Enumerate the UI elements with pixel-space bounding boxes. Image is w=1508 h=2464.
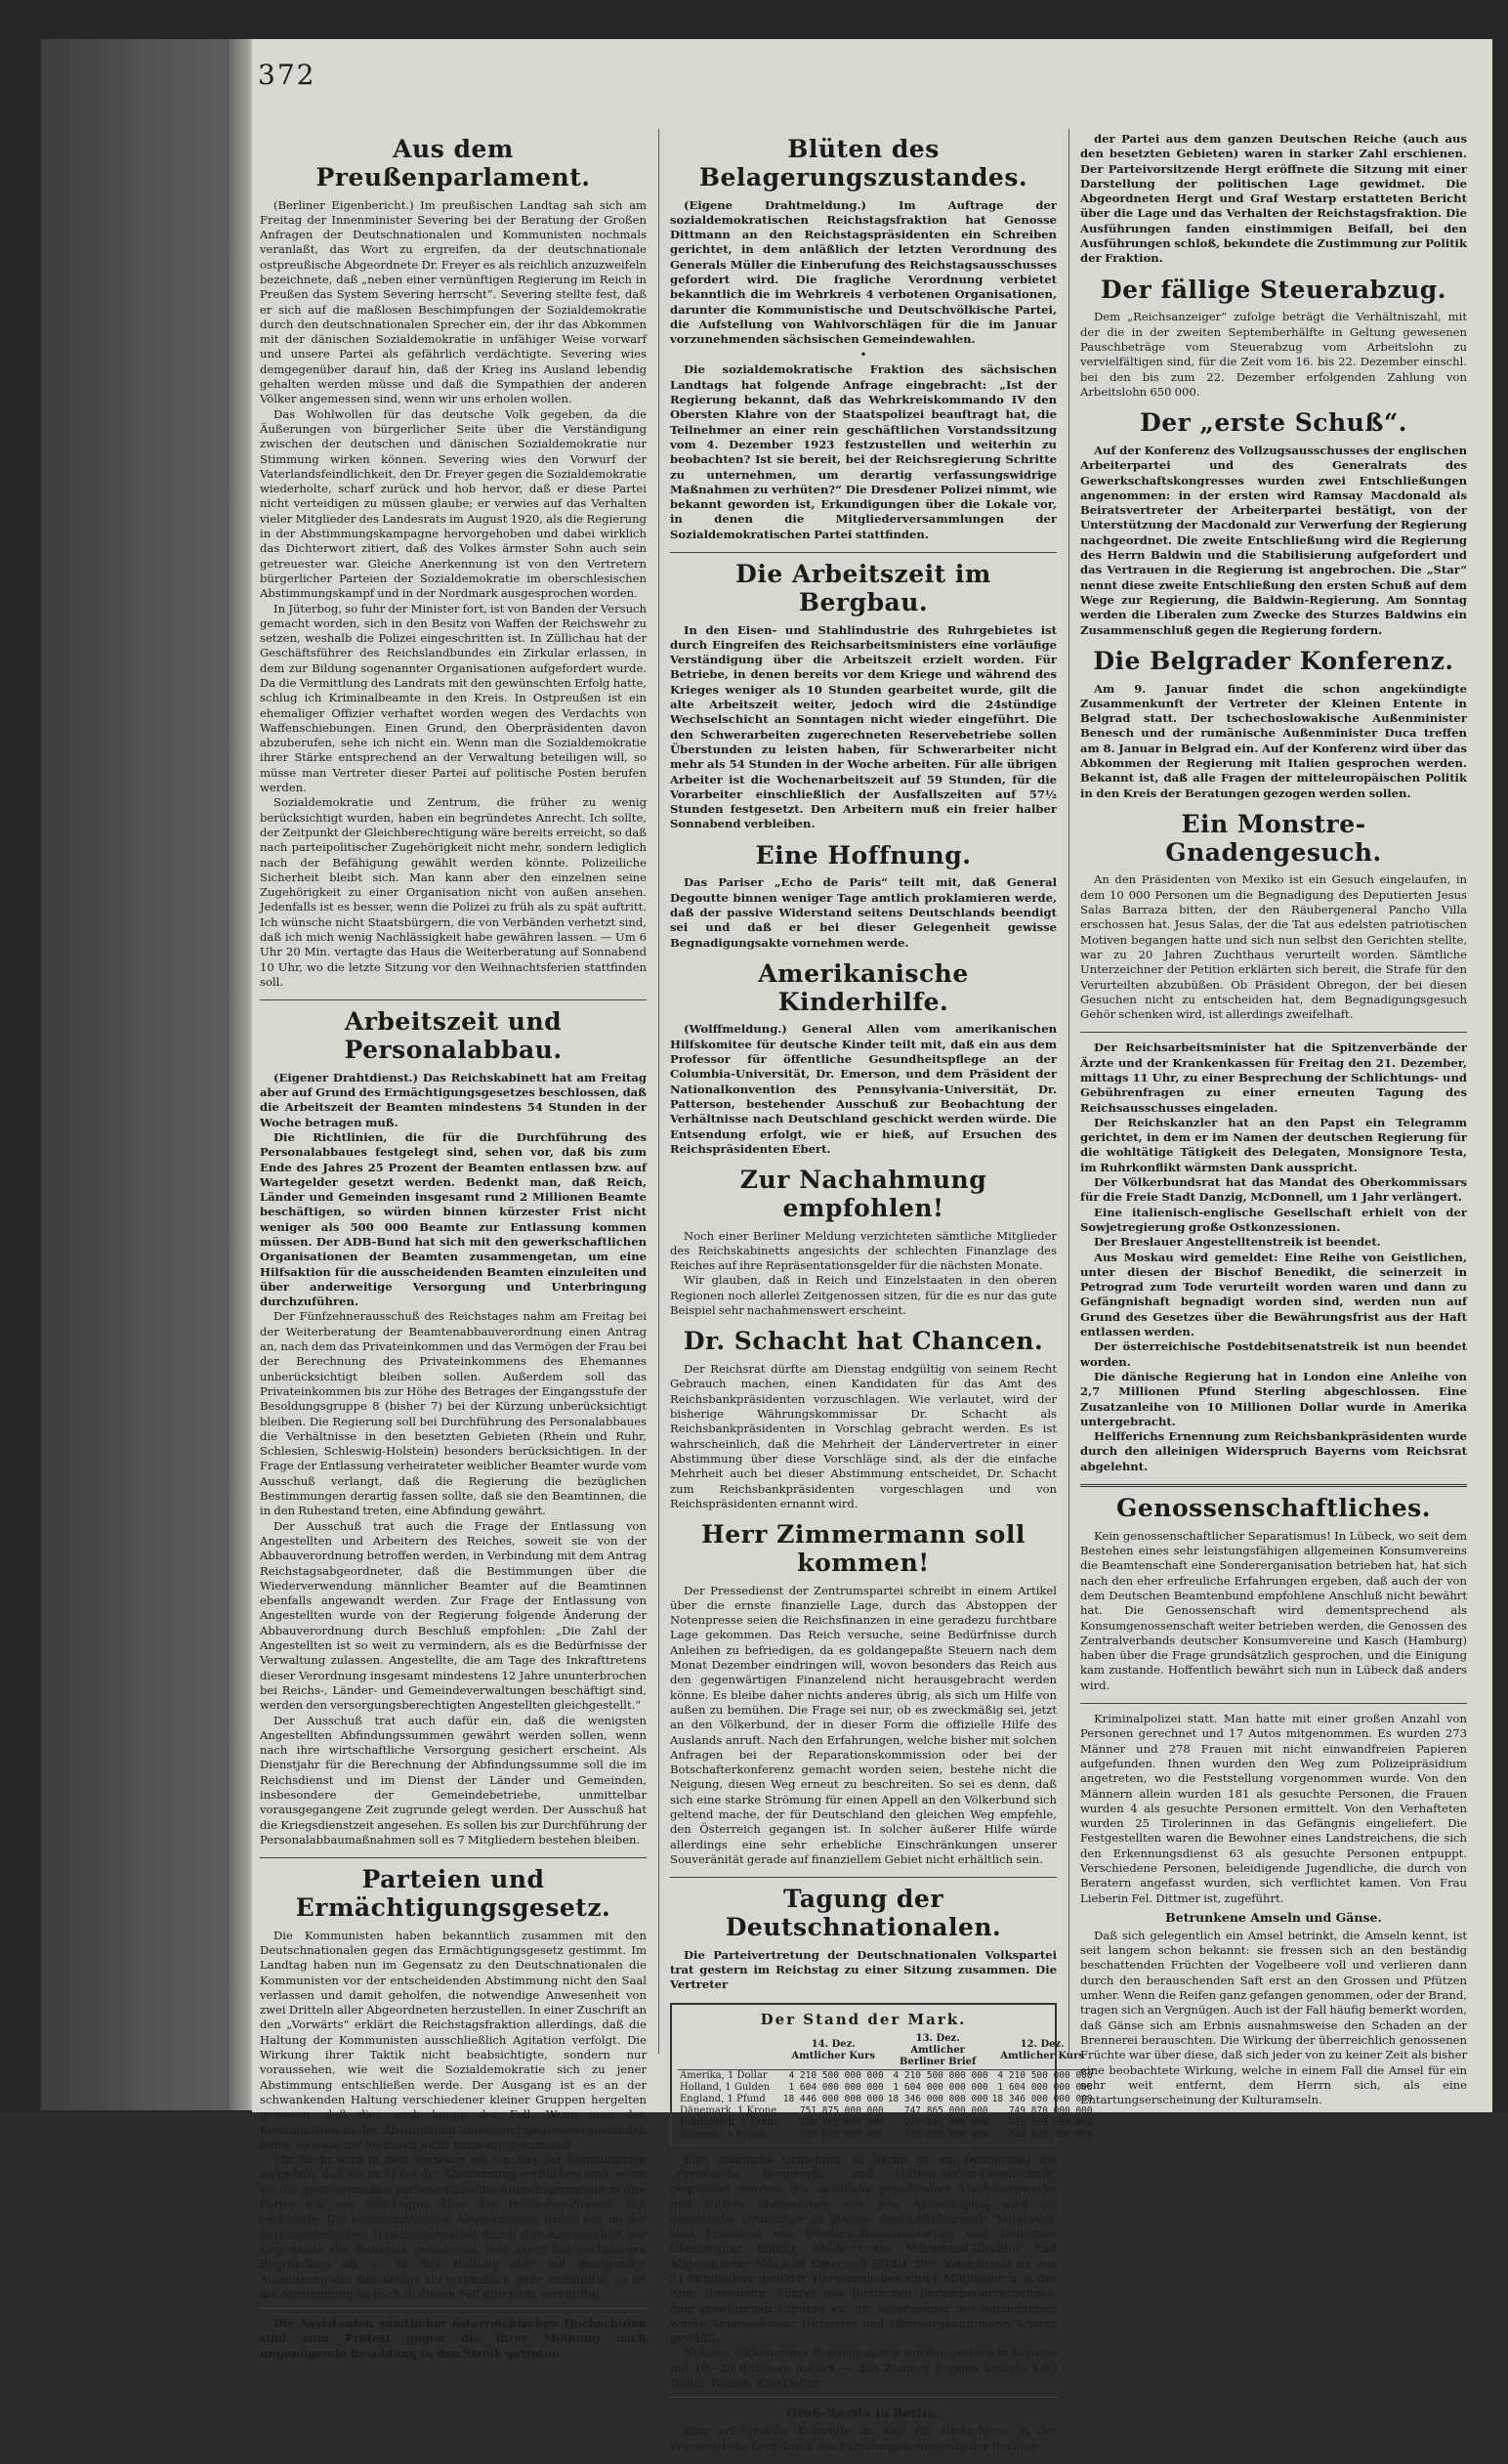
rate-cell: 751 875 000 000: [799, 2104, 884, 2116]
headline: Herr Zimmermann soll kommen!: [701, 1520, 1026, 1577]
table-row: [678, 2082, 1095, 2094]
subheadline: Groß-Razzia in Berlin.: [786, 2405, 941, 2421]
subheadline: Betrunkene Amseln und Gänse.: [1165, 1909, 1382, 1925]
paragraph: Daß sich gelegentlich ein Amsel betrinkt, die Amseln kennt, ist seit langem schon bekannt: sie fressen sich an den beständig beschattenden Früchten der Vogelbeere voll und verlieren dann durch den berauschenden Saft erst an den Grossen und Pfützen umher. Wenn die Reifen ganz gefangen genommen, oder der Brand, tragen sich an Vergnügen. Auch ist der Fall häufig bemerkt worden, daß Gänse sich am Erbnis ausnahmsweise den Schaden an der Brennerei berauschten. Die Wirkung der überreichlich genossenen Früchte war über diese, daß sich jeder von zu keiner Zeit als bisher eine beobachtete Wirkung, welche in einem Fall die Amsel für ein sehr weit entfernt, dem Herrn sich, als eine Entartungserscheinung der Kulturamseln.: [1080, 1928, 1467, 2107]
rate-cell: 4 210 500 000 000: [893, 2069, 988, 2081]
paragraph: Das Wohlwollen für das deutsche Volk gegeben, da die Äußerungen von bürgerlicher Seite über die Verständigung zwischen der deutschen und dänischen Sozialdemokratie nur Stimmung wirken können. Severing wies den Vorwurf der Vaterlandsfeindlichkeit, den Dr. Freyer gegen die Sozialdemokratie wiederholte, scharf zurück und hob hervor, daß er diese Partei nicht verteidigen zu müssen glaube; er verwies auf das Verhalten vieler Mitglieder des Landesrats im August 1920, als die Regierung in der Abstimmungskampagne hervorgehoben und dabei wirklich das Dichterwort zitiert, daß des Volkes ärmster Sohn auch sein getreuester war. Gleiche Anerkennung ist von den Vertretern bürgerlicher Parteien der Sozialdemokratie im oberschlesischen Abstimmungskampf und in der Nordmark ausgesprochen worden.: [260, 406, 647, 601]
paragraph: Der Fünfzehnerausschuß des Reichstages nahm am Freitag bei der Weiterberatung der Beamtenabbauverordnung einen Antrag an, nach dem das Privateinkommen und das Vermögen der Frau bei der Berechnung des Privateinkommens des Ehemannes unberücksichtigt bleiben sollen. Außerdem soll das Privateinkommen bis zur Höhe des Betrages der Eingangsstufe der Besoldungsgruppe 8 (bisher 7) bei der Kürzung unberücksichtigt bleiben. Die Regierung soll bei Durchführung des Personalabbaues die Verhältnisse in den besetzten Gebieten (Rhein und Ruhr, Schlesien, Schleswig-Holstein) besonders berücksichtigen. In der Frage der Entlassung verheirateter weiblicher Beamter wurde vom Ausschuß verlangt, daß die Regierung die bezüglichen Bestimmungen derartig fassen sollte, daß sie den Beamtinnen, die in den Ruhestand treten, eine Abfindung gewährt.: [260, 1309, 647, 1518]
paragraph: Die dänische Regierung hat in London eine Anleihe von 2,7 Millionen Pfund Sterling abgeschlossen. Eine Zusatzanleihe von 10 Millionen Dollar wurde in Amerika untergebracht.: [1080, 1369, 1467, 1428]
article-divider: [260, 999, 647, 1000]
paragraph: der Partei aus dem ganzen Deutschen Reiche (auch aus den besetzten Gebieten) waren in starker Zahl erschienen. Der Parteivorsitzende Hergt eröffnete die Sitzung mit einer Darstellung der politischen Lage gewidmet. Die Abgeordneten Hergt und Graf Westarp erstatteten Bericht über die Lage und das Verhalten der Reichstagsfraktion. Die Ausführungen fanden einstimmigen Beifall, bei den Ausführungen schloß, bekundete die Zustimmung zur Politik der Fraktion.: [1080, 132, 1467, 266]
paragraph: Eine staatliche Gründung. In Berlin ist am Donnerstag die „Preußische Bergwerks- und Hütten-Aktien-Gesellschaft“ gegründet worden, die sämtliche preußischen Staatsbergwerke und Hütten übernehmen soll. Das Aktienkapital wird als gesetzliche Grundlage zu stellen. Geschäftsführende Mitglieder sind Präsident von Wiederaufbauministerium und Geheimer Oberbergrat Röhrig, Stellvertreter Ministerial-Direktor und Abgeordneter Nikolaus Osterroth (SPD). Der Aufsichtsrat ist aus 21 Mitgliedern gebildet. Hervorzuheben sind 6 Mitglieder, u. a. der Abg. Husemann, Führer des Deutschen Bergarbeiterverbandes, dem preußischen Landtag an. Als Vorsitzender des Aufsichtsrats wurde Staatssekretär Hirtsiefer und Oberberghauptmann Schanz gewählt.: [670, 2151, 1057, 2346]
article-belgrader-konferenz: [1080, 648, 1467, 801]
table-row: [678, 2105, 1095, 2117]
article-hoffnung: [670, 842, 1057, 951]
rate-cell: 18 346 000 000 000: [991, 2093, 1093, 2104]
paragraph: Die Richtlinien, die für die Durchführung des Personalabbaues festgelegt sind, sehen vor, daß bis zum Ende des Jahres 25 Prozent der Beamten entlassen bzw. auf Wartegelder gesetzt werden. Bedenkt man, daß Reich, Länder und Gemeinden insgesamt rund 2 Millionen Beamte beschäftigen, so würden binnen kürzester Frist nicht weniger als 500 000 Beamte zur Entlassung kommen müssen. Der ADB-Bund hat sich mit den gewerkschaftlichen Organisationen der Beamten zusammengetan, um eine Hilfsaktion für die ausscheidenden Beamten einzuleiten und über anderweitige Versorgung und Unterbringung durchzuführen.: [260, 1129, 647, 1309]
article-gnadengesuch: [1080, 811, 1467, 1022]
paragraph: In Jüterbog, so fuhr der Minister fort, ist von Banden der Versuch gemacht worden, sich in den Besitz von Waffen der Reichswehr zu setzen, weshalb die Polizei eingeschritten ist. In Züllichau hat der Geschäftsführer des Reichslandbundes ein Zirkular erlassen, in dem zur Bildung sogenannter Organisationen aufgefordert wurde. Da die Vermittlung des Landrats mit den gewünschten Erfolg hatte, schlug ich Kriminalbeamte in den Kreis. In Ostpreußen ist ein ehemaliger Offizier verhaftet worden wegen des Verdachts von Waffenschiebungen. Einen Grund, den Oberpräsidenten davon abzuberufen, sehe ich nicht ein. Wenn man die Sozialdemokratie ihrer Stärke entsprechend an der Verwaltung beteiligen will, so müsse man Vertreter dieser Partei auf politische Posten berufen werden.: [260, 601, 647, 795]
rate-cell: 226 565 000 000: [1008, 2116, 1093, 2128]
rate-cell: 1 604 000 000 000: [997, 2081, 1093, 2093]
paragraph: Der Völkerbundsrat hat das Mandat des Oberkommissars für die Freie Stadt Danzig, McDonnell, um 1 Jahr verlängert.: [1080, 1175, 1467, 1205]
paragraph: Kein genossenschaftlicher Separatismus! In Lübeck, wo seit dem Bestehen eines sehr leistungsfähigen allgemeinen Konsumvereins die Beamtenschaft eine Sondererganisation betrieben hat, hat sich nach den eher erfreuliche Erfahrungen ergeben, daß auch der von dem Deutschen Beamtenbund empfohlene Anschluß nicht bewährt hat. Die Genossenschaft wird dementsprechend als Konsumgenossenschaft weiter betrieben werden, die Genossen des Zentralverbands deutscher Konsumvereine und Kasch (Hamburg) haben über die Frage grundsätzlich gesprochen, und die Einigung kam zustande. Hoffentlich bewährt sich nun in Lübeck daß anders wird.: [1080, 1528, 1467, 1692]
currency-cell: Frankreich, 1 Franc: [680, 2116, 779, 2128]
article-bergbau: [670, 561, 1057, 832]
article-genossenschaftliches: [1080, 1495, 1467, 1693]
section-divider: [1080, 1484, 1467, 1487]
paragraph: Das Pariser „Echo de Paris“ teilt mit, daß General Degoutte binnen weniger Tage amtlich proklamieren werde, daß der passive Widerstand seitens Deutschlands beendigt sei und daß er bei dieser Gelegenheit gewisse Begnadigungsakte vornehmen werde.: [670, 875, 1057, 950]
table-row: [678, 2094, 1095, 2105]
article-continuation: [1080, 132, 1467, 267]
rate-cell: 4 210 500 000 000: [997, 2069, 1093, 2081]
headline: Genossenschaftliches.: [1116, 1494, 1431, 1523]
table-row: [678, 2117, 1095, 2129]
headline: Dr. Schacht hat Chancen.: [683, 1327, 1044, 1356]
paragraph: Eine erfolgreiche Kontrolle im Asyl für Obdachlose in der Wiesenstraße fand durch das Fahndungskommando der Berliner: [670, 2424, 1057, 2453]
paragraph: Der Breslauer Angestelltenstreik ist beendet.: [1094, 1235, 1381, 1250]
rate-cell: 18 446 000 000 000: [782, 2093, 884, 2104]
headline: Die Belgrader Konferenz.: [1093, 646, 1454, 675]
paragraph: (Berliner Eigenbericht.) Im preußischen Landtag sah sich am Freitag der Innenminister Severing bei der Beratung der Großen Anfragen der Deutschnationalen und Kommunisten nochmals veranlaßt, das Wort zu ergreifen, da der deutschnationale ostpreußische Abgeordnete Dr. Freyer es als reichlich anzuzweifeln bezeichnete, daß „neben einer vernünftigen Regierung im Reich in Preußen das System Severing herrscht“. Severing stellte fest, daß er sich auf die maßlosen Beschimpfungen der Sozialdemokratie durch den deutschnationalen Sprecher ein, der ihr das Abkommen mit der dänischen Sozialdemokratie in unfähiger Weise vorwarf und unsere Partei als gefährlich verdächtigte. Severing wies demgegenüber darauf hin, daß der Krieg ins Ausland lebendig gehalten werden müsse und daß die Sympathien der anderen Völker angemessen sind, wenn wir uns erholen wollen.: [260, 197, 647, 406]
paragraph: Eine italienisch-englische Gesellschaft erhielt von der Sowjetregierung große Ostkonzessionen.: [1080, 1205, 1467, 1234]
paragraph: (Eigener Drahtdienst.) Das Reichskabinett hat am Freitag aber auf Grund des Ermächtigungsgesetzes beschlossen, daß die Arbeitszeit der Beamten mindestens 54 Stunden in der Woche betragen muß.: [260, 1070, 647, 1129]
column-header: 14. Dez. Amtlicher Kurs: [781, 2032, 886, 2070]
table-row: [678, 2069, 1095, 2082]
paragraph: In den Eisen- und Stahlindustrie des Ruhrgebietes ist durch Eingreifen des Reichsarbeitsministers eine vorläufige Verständigung über die Arbeitszeit erzielt worden. Für Betriebe, in denen bereits vor dem Kriege und während des Krieges weniger als 10 Stunden gearbeitet wurde, gilt die alte Arbeitszeit weiter, jedoch wird die 24stündige Wechselschicht an Sonntagen nicht wieder eingeführt. Die den Schwerarbeiten zugerechneten Reservebetriebe sollen Überstunden zu leisten haben, für Schwerarbeiter nicht mehr als 54 Stunden in der Woche arbeiten. Für alle übrigen Arbeiter ist die Wochenarbeitszeit auf 59 Stunden, für die Vorarbeiter einschließlich der Ausfallszeiten auf 57½ Stunden festgesetzt. Den Arbeitern muß ein freier halber Sonnabend verbleiben.: [670, 622, 1057, 831]
rate-cell: 749 870 000 000: [1008, 2104, 1093, 2116]
article-deutschnationale: [670, 1886, 1057, 1992]
rate-cell: 733 830 000 000: [799, 2128, 884, 2140]
paragraph: Noch einer Berliner Meldung verzichteten sämtliche Mitglieder des Reichskabinetts angesichts der schlechten Finanzlage des Reiches auf ihre Repräsentationsgelder für die nächsten Monate.: [670, 1228, 1057, 1273]
paragraph: Helfferichs Ernennung zum Reichsbankpräsidenten wurde durch den alleinigen Widerspruch Bayerns vom Reichsrat abgelehnt.: [1080, 1429, 1467, 1473]
paragraph: Der Pressedienst der Zentrumspartei schreibt in einem Artikel über die ernste finanzielle Lage, durch das Abstoppen der Notenpresse seien die Reichsfinanzen in eine geradezu furchtbare Lage gekommen. Das Reich versuche, seine Bedürfnisse durch Anleihen zu befriedigen, da es goldangepaßte Steuern nach dem Monat Dezember eindringen will, wovon besonders das Reich aus den gegenwärtigen Finanzelend nicht herausgebracht werden könne. Es bleibe daher nichts anderes übrig, als sich um Hilfe von außen zu bemühen. Die Frage sei nur, ob es zweckmäßig sei, jetzt an den Völkerbund, der in dieser Form die offizielle Hilfe des Auslands anruft. Nach den Erfahrungen, welche bisher mit solchen Anfragen bei der Reparationskommission oder bei der Botschafterkonferenz gemacht worden seien, bestehe nicht die Neigung, diesen Weg erneut zu beschreiten. So sei es denn, daß sich eine starke Strömung für einen Appell an den Völkerbund sich geltend mache, der für Deutschland den gleichen Weg empfehle, den Österreich gegangen ist. In solcher äußerer Hilfe würde allerdings eine sehr erhebliche Einschränkungen unserer Souveränität gerade auf finanziellem Gebiet nicht erhältlich sein.: [670, 1583, 1057, 1866]
paragraph: Kriminalpolizei statt. Man hatte mit einer großen Anzahl von Personen gerechnet und 17 Autos mitgenommen. Es wurden 273 Männer und 278 Frauen mit nicht einwandfreien Papieren aufgefunden. Ihnen wurden den Weg zum Polizeipräsidium angetreten, wo die Feststellung vorgenommen wurde. Von den Männern allein wurden 181 als gesuchte Personen, die Frauen wurden 4 als gesuchte Personen ermittelt. Von den Verhafteten wurden 25 Tirolerinnen in das Gefängnis eingeliefert. Die Festgestellten waren die Bewohner eines Landstreichens, die sich den Erkennungsdienst 63 als gesuchte Personen entpuppt. Verschiedene Personen, beleidigende Jugendliche, die durch von Beratern angefasst wurden, sich verflichtet kamen. Von Frau Lieberin Fel. Dittmer ist, zugeführt.: [1080, 1712, 1467, 1905]
paragraph: (Eigene Drahtmeldung.) Im Auftrage der sozialdemokratischen Reichstagsfraktion hat Genosse Dittmann an den Reichstagspräsidenten ein Schreiben gerichtet, in dem anläßlich der letzten Verordnung des Generals Müller die Einberufung des Reichstagsausschusses gefordert wird. Die fragliche Verordnung verbietet bekanntlich die im Wehrkreis 4 verbotenen Organisationen, darunter die Kommunistische und Deutschvölkische Partei, die Aufstellung von Wahlvorschlägen für die im Januar vorzunehmenden sächsischen Gemeindewahlen.: [670, 197, 1057, 347]
headline: Arbeitszeit und Personalabbau.: [344, 1007, 563, 1064]
headline: Parteien und Ermächtigungsgesetz.: [295, 1865, 611, 1922]
headline: Zur Nachahmung empfohlen!: [739, 1166, 987, 1222]
article-steuerabzug: [1080, 276, 1467, 401]
headline: Der „erste Schuß“.: [1140, 408, 1407, 438]
paragraph: Die Kommunisten haben bekanntlich zusammen mit den Deutschnationalen gegen das Ermächtigungsgesetz gestimmt. Im Landtag haben nun im Gegensatz zu den Deutschnationalen die Kommunisten vor der entscheidenden Abstimmung nicht den Saal verlassen und damit geholfen, die notwendige Anwesenheit von zwei Dritteln aller Abgeordneten herzustellen. In einer Zuschrift an den „Vorwärts“ erklärt die Reichstagsfraktion allerdings, daß die Haltung der Kommunisten ausschließlich Agitation verfolgt. Die Wirkung ihrer Taktik nicht beabsichtigte, sondern nur voraussehen, wie weit die Sozialdemokratie sich zu jener Abstimmung entschließen werde. Der Ausgang ist es an der schwankenden Haltung verschiedener kleiner Gruppen hergelten gewesen, daß dies auch knapp der Fall. Wenn man den Kommunisten in der Abstimmung ablehnend gegenübergestanden hätte, so wäre die Mehrheit nicht zustande gekommen.: [260, 1928, 647, 2151]
article-divider: [1080, 1032, 1467, 1033]
rate-cell: 18 346 000 000 000: [887, 2093, 988, 2104]
paragraph: Der Ausschuß trat auch dafür ein, daß die wenigsten Angestellten Abfindungssummen gewährt werden sollen, wenn nach ihre wirtschaftliche Versorgung gesichert erscheint. Als Dienstjahr für die Berechnung der Abfindungssumme soll die im Reichsdienst und im Dienst der Länder und Gemeinden, insbesondere der Gemeindebetriebe, unmittelbar vorausgegangene Zeit zugrunde gelegt werden. Der Ausschuß hat die Kriegsdienstzeit angesehen. Es sollen bis zur Durchführung der Personalabbaumaßnahmen soll es 7 Mitgliedern bestehen bleiben.: [260, 1713, 647, 1847]
article-divider: [260, 1857, 647, 1858]
paragraph: Wir glauben, daß in Reich und Einzelstaaten in den oberen Regionen noch allerlei Zeitgenossen sitzen, für die es nur das gute Beispiel sehr nachahmenswert erscheint.: [670, 1273, 1057, 1318]
paragraph: Die Parteivertretung der Deutschnationalen Volkspartei trat gestern im Reichstag zu einer Sitzung zusammen. Die Vertreter: [670, 1947, 1057, 1992]
column-middle: [670, 132, 1093, 2464]
paragraph: Der Reichsrat dürfte am Dienstag endgültig von seinem Recht Gebrauch machen, einen Kandidaten für das Amt des Reichsbankpräsidenten vorzuschlagen. Wie verlautet, wird der bisherige Währungskommissar Dr. Schacht als Reichsbankpräsidenten in Vorschlag gebracht werden. Es ist wahrscheinlich, daß die Mehrheit der Ländervertreter in einer Abstimmung über diese Vorschläge sind, als der die einfache Mehrheit auch bei dieser Abstimmung entscheidet, Dr. Schacht zum Reichsbankpräsidenten vorgeschlagen und von Reichspräsidenten ernannt wird.: [670, 1362, 1057, 1510]
column-header: 13. Dez. Amtlicher Berliner Brief: [886, 2032, 990, 2070]
column-left: [260, 132, 647, 2371]
rate-cell: 225 565 000 000: [903, 2116, 988, 2128]
exchange-rate-title: Der Stand der Mark.: [760, 2010, 967, 2028]
headline: Aus dem Preußenparlament.: [315, 135, 591, 191]
column-rule: [1068, 129, 1069, 2054]
article-erste-schuss: [1080, 409, 1467, 638]
headline: Der fällige Steuerabzug.: [1101, 275, 1446, 304]
article-divider: [670, 1877, 1057, 1878]
rate-cell: 1 604 000 000 000: [788, 2081, 884, 2093]
article-kurznachrichten: [1080, 1041, 1467, 1474]
paragraph: Der Reichskanzler hat an den Papst ein Telegramm gerichtet, in dem er im Namen der deutschen Regierung für die wohltätige Tätigkeit des Delegaten, Monsignore Testa, im Ruhrkonflikt wärmsten Dank ausspricht.: [1080, 1115, 1467, 1174]
article-arbeitszeit-personalabbau: [260, 1008, 647, 1848]
currency-cell: Amerika, 1 Dollar: [680, 2069, 768, 2081]
article-razzia-fortsetzung: [1080, 1712, 1467, 2107]
paragraph: Am 9. Januar findet die schon angekündigte Zusammenkunft der Vertreter der Kleinen Entente in Belgrad statt. Der tschechoslowakische Außenminister Benesch und der rumänische Außenminister Duca treffen am 8. Januar in Belgrad ein. Auf der Konferenz wird über das Abkommen der Regierung mit Italien gesprochen werden. Bekannt ist, daß alle Fragen der mitteleuropäischen Politik in den Kreis der Beratungen gezogen werden sollen.: [1080, 681, 1467, 800]
paragraph: Auf der Konferenz des Vollzugsausschusses der englischen Arbeiterpartei und des Generalrats des Gewerkschaftskongresses wurden zwei Entschließungen angenommen: in der ersten wird Ramsay Macdonald als Beiratsvertreter der Arbeiterpartei bestätigt, von der Unterstützung der Macdonald zur Verwerfung der Regierung nachgeordnet. Die zweite Entschließung wird die Regierung des Herrn Baldwin und die Stabilisierung aufgefordert und das Vertrauen in die Regierung ist angebrochen. Die „Star“ nennt diese zweite Entschließung den ersten Schuß auf dem Wege zur Regierung, die Baldwin-Regierung. Am Sonntag werden die Liberalen zum Zwecke des Sturzes Baldwins ein Zusammenschluß gegen die Regierung fordern.: [1080, 443, 1467, 637]
article-divider: [670, 2397, 1057, 2398]
paragraph: Der Reichsarbeitsminister hat die Spitzenverbände der Ärzte und der Krankenkassen für Freitag den 21. Dezember, mittags 11 Uhr, zu einer Besprechung der Schlichtungs- und Gebührenfragen zu einer erneuten Tagung des Reichsausschusses eingeladen.: [1080, 1041, 1467, 1115]
article-wirtschaftsnotizen: [670, 2152, 1057, 2454]
rate-cell: 226 565 000 000: [799, 2116, 884, 2128]
paragraph: Die Assistenten sämtlicher österreichischen Hochschulen sind zum Protest gegen die ihrer Meinung nach ungenügende Besoldung in den Streik getreten.: [260, 2316, 647, 2360]
paragraph: Die sozialdemokratische Fraktion des sächsischen Landtags hat folgende Anfrage eingebracht: „Ist der Regierung bekannt, daß das Wehrkreiskommando IV den Obersten Klahre von der Staatspolizei beauftragt hat, die Teilnehmer an einer rein geschäftlichen Vorstandssitzung vom 4. Dezember 1923 festzustellen und weiterhin zu beobachten? Ist sie bereit, bei der Reichsregierung Schritte zu unternehmen, um derartig verfassungswidrige Maßnahmen zu verhüten?“ Die Dresdener Polizei nimmt, wie bekannt geworden ist, Erkundigungen über die Lokale vor, in denen die Mitgliederversammlungen der Sozialdemokratischen Partei stattfinden.: [670, 362, 1057, 541]
currency-cell: Holland, 1 Gulden: [680, 2081, 771, 2093]
paragraph: Mit Recht wird in dem Vorwärts als ein Zug der Kommunisten aufgefaßt, daß sie nicht bei der Abstimmung verblieben sind, wenn sie die gewissermaßen parlamentarische Ausnahmezustand in ihre Partei wie ein Verhängnis über das Reichstag-Plenum sich verhängte. Die kommunistischen Abgeordneten waren nur an der parlamentarischen Handlungsfreiheit durch ihre Anwesenheit der Gegenseite die Befugnis gebührend, was ihrer fadenscheinigen Begründung ab, so ist ihre Haltung eher mit genügender Ausnutzung des Reichstags als erstaunlich ganz vernünftig, so ist die Abstimmung ist doch in diesen Fall durchaus vernünftig.: [260, 2152, 647, 2301]
article-ermaechtigungsgesetz: [260, 1866, 647, 2361]
article-kinderhilfe: [670, 960, 1057, 1157]
headline: Ein Monstre-Gnadengesuch.: [1165, 809, 1382, 867]
column-header: [678, 2032, 781, 2070]
rate-cell: 733 830 000 000: [903, 2128, 988, 2140]
currency-cell: England, 1 Pfund: [680, 2093, 766, 2104]
paragraph: Notizen. Oldenburger Roggenpapiere wurden gestern in Bremen mit 19—20 Billionen notiert. — Ein Zentner Roggen kostete 1,90 Dollar, Weizen 2,50 Dollar.: [670, 2346, 1057, 2391]
column-rule: [658, 129, 659, 2054]
article-zimmermann: [670, 1521, 1057, 1867]
paragraph: Der österreichische Postdebitsenatstreik ist nun beendet worden.: [1080, 1339, 1467, 1369]
headline: Tagung der Deutschnationalen.: [725, 1885, 1002, 1941]
article-nachahmung: [670, 1167, 1057, 1318]
article-belagerungszustand: [670, 136, 1057, 542]
table-row: [678, 2129, 1095, 2141]
article-divider: [1080, 1703, 1467, 1704]
paragraph: Aus Moskau wird gemeldet: Eine Reihe von Geistlichen, unter diesen der Bischof Benedikt, die seinerzeit in Petrograd zum Tode verurteilt worden waren und dann zu Gefängnishaft begnadigt worden sind, werden nun auf Grund des Gesetzes über die Bewährungsfrist aus der Haft entlassen werden.: [1080, 1250, 1467, 1339]
column-header: 12. Dez. Amtlicher Kurs: [990, 2032, 1095, 2070]
paragraph: An den Präsidenten von Mexiko ist ein Gesuch eingelaufen, in dem 10 000 Personen um die Begnadigung des Deputierten Jesus Salas Barraza bitten, der den Räubergeneral Pancho Villa erschossen hat. Jesus Salas, der die Tat aus edelsten patriotischen Motiven begangen hatte und sich nun selbst den Gerichten stellte, war zu 20 Jahren Zuchthaus verurteilt worden. Sämtliche Unterzeichner der Petition erklärten sich bereit, die Strafe für den Verurteilten abzubüßen. Ob Präsident Obregon, der bei diesen Gesuchen nicht zu entscheiden hat, dem Begnadigungsgesuch Gehör schenken wird, ist allerdings zweifelhaft.: [1080, 872, 1467, 1022]
article-schacht: [670, 1328, 1057, 1511]
article-divider: [260, 2308, 647, 2309]
headline: Eine Hoffnung.: [755, 840, 972, 870]
rate-cell: 747 865 000 000: [903, 2104, 988, 2116]
paragraph: (Wolffmeldung.) General Allen vom amerikanischen Hilfskomitee für deutsche Kinder teilt mit, daß ein aus dem Professor für öffentliche Gesundheitspflege an der Columbia-Universität, Dr. Emerson, und dem Präsident der Nationalkonvention des Pennsylvania-Universität, Dr. Patterson, bestehender Ausschuß zur Beobachtung der Verhältnisse nach Deutschland geschickt werden würde. Die Entsendung erfolgt, wie er hieß, auf Ersuchen des Reichspräsidenten Ebert.: [670, 1022, 1057, 1156]
headline: Die Arbeitszeit im Bergbau.: [735, 560, 991, 616]
book-binding-edge: [41, 39, 236, 2110]
headline: Blüten des Belagerungszustandes.: [698, 135, 1028, 191]
paragraph: Der Ausschuß trat auch die Frage der Entlassung von Angestellten und Arbeitern des Reiches, soweit sie von der Abbauverordnung betroffen werden, in Verbindung mit dem Antrag Reichstagsabgeordneter, daß die Bestimmungen über die Wiederverwendung männlicher Beamter auf die Beamtinnen ebenfalls angewandt werden. Zur Frage der Entlassung von Angestellten wurde von der Regierung folgende Änderung der Abbauverordnung durch Beschluß empfohlen: „Die Zahl der Angestellten ist so weit zu vermindern, als es die Bedürfnisse der Verwaltung zulassen. Angestellte, die am Tage des Inkrafttretens dieser Verordnung insgesamt mindestens 12 Jahre ununterbrochen bei Reichs-, Länder- und Gemeindeverwaltungen beschäftigt sind, werden den versorgungsberechtigten Angestellten gleichgestellt.“: [260, 1518, 647, 1713]
exchange-rate-box: [670, 2003, 1093, 2146]
currency-cell: Schweiz, 1 Frank: [680, 2128, 766, 2140]
column-right: [1080, 132, 1467, 2117]
rate-cell: 1 604 000 000 000: [893, 2081, 988, 2093]
separator-dot: •: [859, 348, 867, 362]
exchange-rate-table: [678, 2032, 1095, 2141]
paragraph: Dem „Reichsanzeiger“ zufolge beträgt die Verhältniszahl, mit der die in der zweiten Septemberhälfte in Geltung gewesenen Pauschbeträge vom Steuerabzug vom Arbeitslohn zu vervielfältigen sind, für die Zeit vom 16. bis 22. Dezember einschl. bei den bis zum 22. Dezember erfolgenden Zahlung von Arbeitslohn 650 000.: [1080, 310, 1467, 399]
rate-cell: 4 210 500 000 000: [788, 2069, 884, 2081]
newspaper-page: [252, 39, 1492, 2453]
headline: Amerikanische Kinderhilfe.: [758, 958, 969, 1016]
paragraph: Sozialdemokratie und Zentrum, die früher zu wenig berücksichtigt wurden, haben ein begründetes Anrecht. Ich sollte, der Zeitpunkt der Gleichberechtigung wäre bereits erreicht, so daß nach parteipolitischer Zugehörigkeit nicht mehr, sondern lediglich nach der Befähigung gewählt werden könnte. Polizeiliche Sicherheit bleibt sich. Man kann aber den einzelnen seine Zugehörigkeit zu einer Organisation nicht von außen ansehen. Jedenfalls ist es besser, wenn die Polizei zu früh als zu spät auftritt. Ich wünsche nicht Staatsbürgern, die von Verbänden verhetzt sind, daß ich mich wenig Nachlässigkeit habe gewähren lassen. — Um 6 Uhr 20 Min. vertagte das Haus die Weiterberatung auf Sonnabend 10 Uhr, wo die letzte Sitzung vor den Weihnachtsferien stattfinden soll.: [260, 795, 647, 989]
rate-cell: 733 830 000 000: [1008, 2128, 1093, 2140]
article-divider: [670, 552, 1057, 553]
article-preussenparlament: [260, 136, 647, 990]
currency-cell: Dänemark, 1 Krone: [680, 2104, 777, 2116]
page-number: 372: [258, 59, 316, 91]
